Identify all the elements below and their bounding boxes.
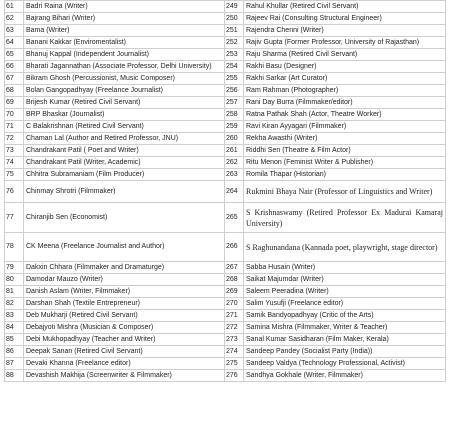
table-row (5, 73, 446, 85)
left-name: C Balakrishnan (Retired Civil Servant) (24, 121, 225, 133)
left-number: 79 (5, 262, 24, 274)
table-row (5, 61, 446, 73)
right-name: Sandhya Gokhale (Writer, Filmmaker) (244, 370, 446, 382)
left-number: 84 (5, 322, 24, 334)
left-number: 71 (5, 121, 24, 133)
right-number: 265 (225, 203, 244, 233)
left-number: 61 (5, 1, 24, 13)
left-number: 76 (5, 181, 24, 203)
left-number: 83 (5, 310, 24, 322)
left-name: Bolan Gangopadhyay (Freelance Journalist) (24, 85, 225, 97)
right-name: S Raghunandana (Kannada poet, playwright, stage director) (244, 233, 446, 262)
left-name: Devashish Makhija (Screenwriter & Filmmaker) (24, 370, 225, 382)
left-number: 88 (5, 370, 24, 382)
left-name: Debi Mukhopadhyay (Teacher and Writer) (24, 334, 225, 346)
table-row (5, 85, 446, 97)
left-number: 62 (5, 13, 24, 25)
right-name: Sandeep Pandey (Socialist Party (India)) (244, 346, 446, 358)
table-row (5, 274, 446, 286)
right-number: 251 (225, 25, 244, 37)
right-name: Saikat Majumdar (Writer) (244, 274, 446, 286)
right-number: 263 (225, 169, 244, 181)
right-name: Rakhi Basu (Designer) (244, 61, 446, 73)
right-name: Ravi Kiran Ayyagari (Filmmaker) (244, 121, 446, 133)
right-name: Riddhi Sen (Theatre & Film Actor) (244, 145, 446, 157)
right-number: 268 (225, 274, 244, 286)
right-number: 249 (225, 1, 244, 13)
left-name: CK Meena (Freelance Journalist and Author) (24, 233, 225, 262)
left-number: 80 (5, 274, 24, 286)
table-row (5, 203, 446, 233)
right-name: Sanal Kumar Sasidharan (Film Maker, Kerala) (244, 334, 446, 346)
right-name: Sandeep Valdya (Technology Professional, Activist) (244, 358, 446, 370)
right-number: 257 (225, 97, 244, 109)
right-name: Rani Day Burra (Filmmaker/editor) (244, 97, 446, 109)
right-number: 255 (225, 73, 244, 85)
right-number: 254 (225, 61, 244, 73)
table-row (5, 334, 446, 346)
right-number: 262 (225, 157, 244, 169)
right-name: Rekha Awasthi (Writer) (244, 133, 446, 145)
left-number: 72 (5, 133, 24, 145)
table-row (5, 233, 446, 262)
left-name: Bama (Writer) (24, 25, 225, 37)
right-number: 256 (225, 85, 244, 97)
left-number: 86 (5, 346, 24, 358)
right-number: 260 (225, 133, 244, 145)
left-name: Deb Mukharji (Retired Civil Servant) (24, 310, 225, 322)
left-number: 85 (5, 334, 24, 346)
left-name: Debajyoti Mishra (Musician & Composer) (24, 322, 225, 334)
left-name: Banani Kakkar (Enviromentalist) (24, 37, 225, 49)
right-number: 269 (225, 286, 244, 298)
table-row (5, 370, 446, 382)
left-number: 82 (5, 298, 24, 310)
table-row (5, 262, 446, 274)
left-number: 63 (5, 25, 24, 37)
left-name: Chaman Lal (Author and Retired Professor, JNU) (24, 133, 225, 145)
right-name: Rajiv Gupta (Former Professor, University of Rajasthan) (244, 37, 446, 49)
left-number: 64 (5, 37, 24, 49)
left-number: 68 (5, 85, 24, 97)
right-name: Raju Sharma (Retired Civil Servant) (244, 49, 446, 61)
right-name: Ritu Menon (Feminist Writer & Publisher) (244, 157, 446, 169)
right-number: 274 (225, 346, 244, 358)
right-name: Ratna Pathak Shah (Actor, Theatre Worker) (244, 109, 446, 121)
left-number: 87 (5, 358, 24, 370)
table-row (5, 346, 446, 358)
right-name: Samik Bandyopadhyay (Critic of the Arts) (244, 310, 446, 322)
left-number: 81 (5, 286, 24, 298)
left-number: 75 (5, 169, 24, 181)
right-name: S Krishnaswamy (Retired Professor Ex Madurai Kamaraj University) (244, 203, 446, 233)
table-row (5, 25, 446, 37)
left-number: 65 (5, 49, 24, 61)
right-number: 253 (225, 49, 244, 61)
right-number: 276 (225, 370, 244, 382)
table-row (5, 13, 446, 25)
table-row (5, 157, 446, 169)
table-row (5, 133, 446, 145)
signatories-table (4, 0, 446, 382)
table-row (5, 97, 446, 109)
left-name: Bhanuj Kappal (Independent Journalist) (24, 49, 225, 61)
right-number: 259 (225, 121, 244, 133)
right-name: Samina Mishra (Filmmaker, Writer & Teacher) (244, 322, 446, 334)
left-name: Darshan Shah (Textile Entrepreneur) (24, 298, 225, 310)
right-number: 273 (225, 334, 244, 346)
left-number: 66 (5, 61, 24, 73)
table-row (5, 286, 446, 298)
right-name: Rahul Khullar (Retired Civil Servant) (244, 1, 446, 13)
right-number: 266 (225, 233, 244, 262)
right-number: 270 (225, 298, 244, 310)
left-name: Bharati Jagannathan (Associate Professor, Delhi University) (24, 61, 225, 73)
left-name: Deepak Sanan (Retired Civil Servant) (24, 346, 225, 358)
left-number: 67 (5, 73, 24, 85)
right-number: 267 (225, 262, 244, 274)
table-row (5, 49, 446, 61)
right-name: Ram Rahman (Photographer) (244, 85, 446, 97)
left-name: Chiranjib Sen (Economist) (24, 203, 225, 233)
right-name: Rukmini Bhaya Nair (Professor of Linguistics and Writer) (244, 181, 446, 203)
right-name: Rajendra Chenni (Writer) (244, 25, 446, 37)
left-name: Devaki Khanna (Freelance editor) (24, 358, 225, 370)
left-name: Chinmay Shrotri (Filmmaker) (24, 181, 225, 203)
left-name: Brijesh Kumar (Retired Civil Servant) (24, 97, 225, 109)
table-row (5, 310, 446, 322)
right-name: Rajeev Rai (Consulting Structural Engineer) (244, 13, 446, 25)
right-name: Salim Yusufji (Freelance editor) (244, 298, 446, 310)
left-name: Chhitra Subramaniam (Film Producer) (24, 169, 225, 181)
right-name: Sabba Husain (Writer) (244, 262, 446, 274)
right-name: Saleem Peeradina (Writer) (244, 286, 446, 298)
left-name: Bajrang Bihari (Writer) (24, 13, 225, 25)
right-number: 250 (225, 13, 244, 25)
table-row (5, 358, 446, 370)
left-name: Chandrakant Patil (Writer, Academic) (24, 157, 225, 169)
right-number: 271 (225, 310, 244, 322)
right-number: 275 (225, 358, 244, 370)
right-name: Romila Thapar (Historian) (244, 169, 446, 181)
table-row (5, 145, 446, 157)
left-name: Badri Raina (Writer) (24, 1, 225, 13)
signatories-table-wrapper (4, 0, 445, 382)
left-name: BRP Bhaskar (Journalist) (24, 109, 225, 121)
table-row (5, 109, 446, 121)
right-name: Rakhi Sarkar (Art Curator) (244, 73, 446, 85)
left-name: Chandrakant Patil ( Poet and Writer) (24, 145, 225, 157)
left-name: Bikram Ghosh (Percussionist, Music Composer) (24, 73, 225, 85)
left-name: Damodar Mauzo (Writer) (24, 274, 225, 286)
table-row (5, 169, 446, 181)
table-row (5, 1, 446, 13)
left-number: 73 (5, 145, 24, 157)
left-number: 78 (5, 233, 24, 262)
right-number: 261 (225, 145, 244, 157)
left-name: Dakxin Chhara (Filmmaker and Dramaturge) (24, 262, 225, 274)
table-row (5, 298, 446, 310)
right-number: 258 (225, 109, 244, 121)
table-row (5, 322, 446, 334)
table-row (5, 121, 446, 133)
table-row (5, 181, 446, 203)
right-number: 264 (225, 181, 244, 203)
left-number: 69 (5, 97, 24, 109)
left-number: 77 (5, 203, 24, 233)
left-number: 70 (5, 109, 24, 121)
right-number: 252 (225, 37, 244, 49)
left-number: 74 (5, 157, 24, 169)
right-number: 272 (225, 322, 244, 334)
table-row (5, 37, 446, 49)
left-name: Danish Aslam (Writer, Filmmaker) (24, 286, 225, 298)
